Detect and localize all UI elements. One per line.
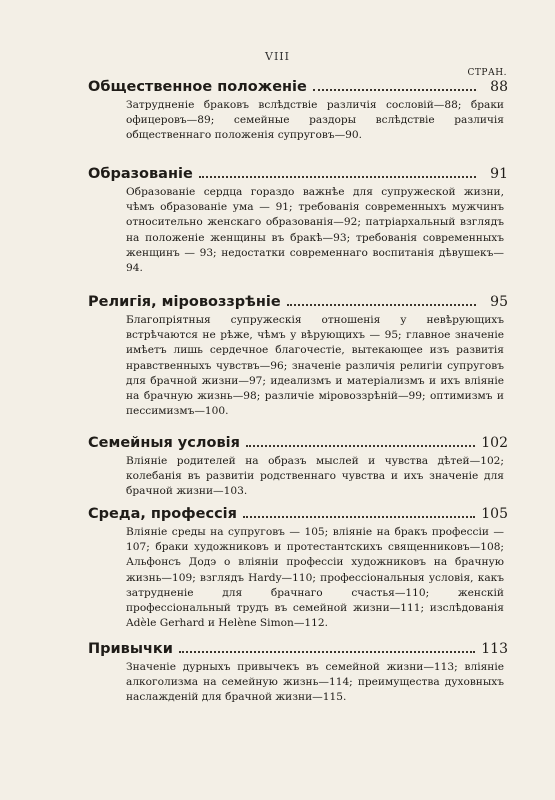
section-summary: Образованіе сердца гораздо важнѣе для супружеской жизни, чѣмъ образованіе ума — 91; требованія современныхъ мужчинъ относительно женскаго образованія—92; патріархальный взглядъ на положеніе женщины въ бракѣ—93; требованія современныхъ женщинъ — 93; недостатки современнаго воспитанія дѣвушекъ—94. — [126, 186, 504, 275]
toc-section — [88, 638, 508, 706]
section-title: Привычки — [88, 640, 179, 658]
pages-column-label: СТРАН. — [467, 68, 507, 78]
dot-leader — [243, 516, 475, 518]
section-summary: Затрудненіе браковъ вслѣдствіе различія сословій—88; браки офицеровъ—89; семейные раздоры вслѣдствіе различія общественнаго положенія супруговъ—90. — [126, 99, 504, 142]
section-title: Образованіе — [88, 165, 199, 183]
section-title: Среда, профессія — [88, 505, 243, 523]
toc-section — [88, 291, 508, 419]
section-summary: Благопріятныя супружескія отношенія у невѣрующихъ встрѣчаются не рѣже, чѣмъ у вѣрующихъ — 95; главное значеніе имѣетъ лишь сердечное благочестіе, вытекающее изъ развитія нравственныхъ чувствъ—96; значеніе различія религіи супруговъ для брачной жизни—97; идеализмъ и матеріализмъ и ихъ вліяніе на брачную жизнь—98; различіе міровоззрѣній—99; оптимизмъ и пессимизмъ—100. — [126, 314, 504, 418]
toc-section — [88, 163, 508, 276]
section-page-number: 105 — [475, 505, 508, 523]
toc-heading — [88, 503, 508, 523]
section-summary: Значеніе дурныхъ привычекъ въ семейной жизни—113; вліяніе алкоголизма на семейную жизнь—114; преимущества духовныхъ наслажденій для брачной жизни—115. — [126, 661, 504, 704]
dot-leader — [313, 89, 476, 91]
dot-leader — [179, 651, 475, 653]
section-page-number: 91 — [476, 165, 508, 183]
toc-heading — [88, 432, 508, 452]
section-title: Общественное положеніе — [88, 78, 313, 96]
section-summary: Вліяніе родителей на образъ мыслей и чувства дѣтей—102; колебанія въ развитіи родственнаго чувства и ихъ значеніе для брачной жизни—103. — [126, 455, 504, 498]
section-page-number: 88 — [476, 78, 508, 96]
toc-heading — [88, 163, 508, 183]
dot-leader — [246, 445, 475, 447]
section-title: Семейныя условія — [88, 434, 246, 452]
toc-section — [88, 432, 508, 500]
section-page-number: 102 — [475, 434, 508, 452]
toc-heading — [88, 291, 508, 311]
dot-leader — [287, 304, 476, 306]
toc-section — [88, 76, 508, 144]
toc-section — [88, 503, 508, 631]
page-number-roman: VIII — [265, 50, 290, 63]
section-page-number: 95 — [476, 293, 508, 311]
section-summary: Вліяніе среды на супруговъ — 105; вліяніе на бракъ профессіи — 107; браки художниковъ и протестантскихъ священниковъ—108; Альфонсъ Додэ о вліяніи профессіи художниковъ на брачную жизнь—109; взглядъ Hardy—110; профессіональныя условія, какъ затрудненіе для брачнаго счастья—110; женскій профессіональный трудъ въ семейной жизни—111; изслѣдованія Adèle Gerhard и Helène Simon—112. — [126, 526, 504, 630]
dot-leader — [199, 176, 476, 178]
section-title: Религія, міровоззрѣніе — [88, 293, 287, 311]
section-page-number: 113 — [475, 640, 508, 658]
toc-heading — [88, 76, 508, 96]
toc-heading — [88, 638, 508, 658]
